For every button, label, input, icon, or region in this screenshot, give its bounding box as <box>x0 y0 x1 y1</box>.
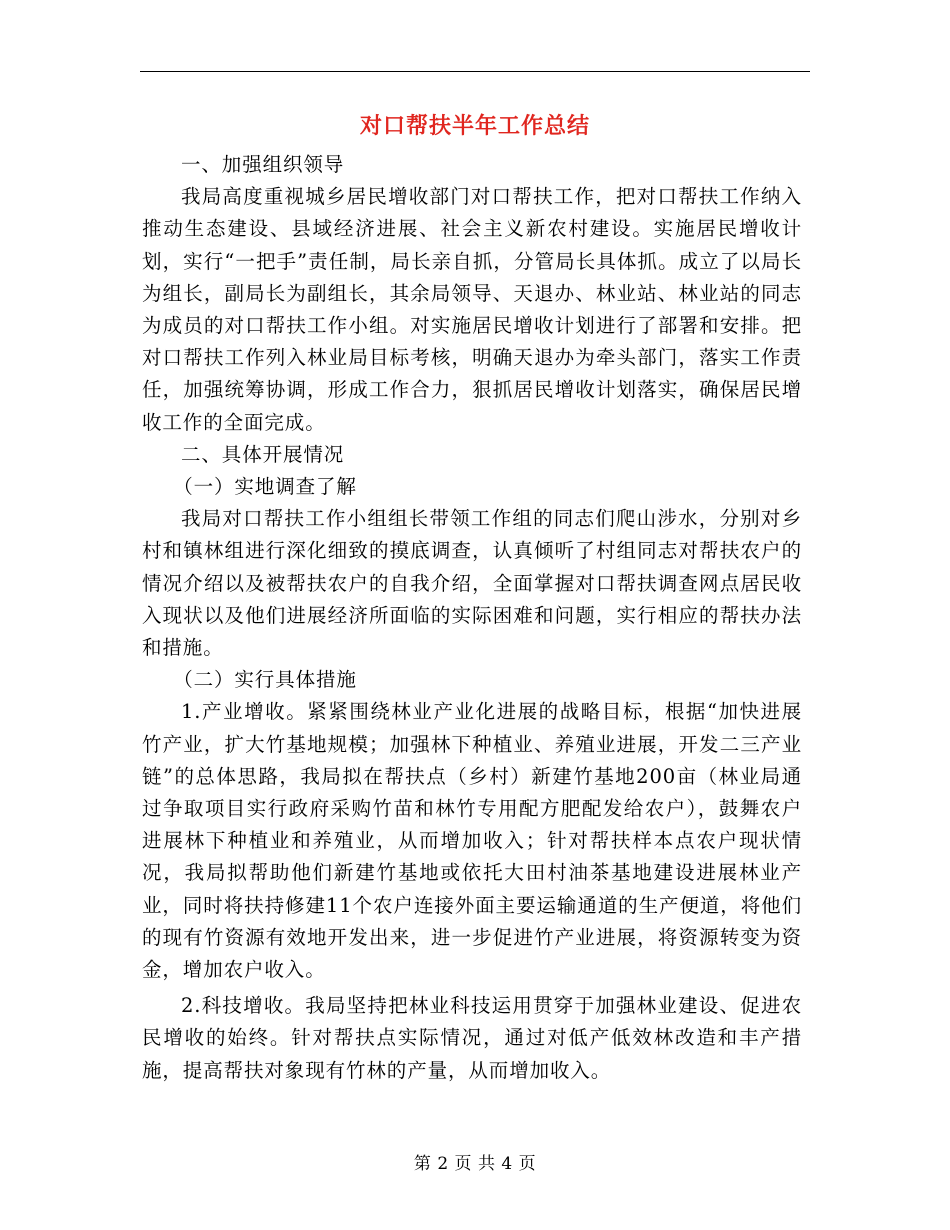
body-paragraph-4: 2.科技增收。我局坚持把林业科技运用贯穿于加强林业建设、促进农民增收的始终。针对帮扶点实际情况，通过对低产低效林改造和丰产措施，提高帮扶对象现有竹林的产量，从而增加收入。 <box>142 994 802 1082</box>
subsection-heading-1: （一）实地调查了解 <box>173 475 357 499</box>
body-paragraph-1: 我局高度重视城乡居民增收部门对口帮扶工作，把对口帮扶工作纳入推动生态建设、县域经济进展、社会主义新农村建设。实施居民增收计划，实行“一把手”责任制，局长亲自抓，分管局长具体抓。成立了以局长为组长，副局长为副组长，其余局领导、天退办、林业站、林业站的同志为成员的对口帮扶工作小组。对实施居民增收计划进行了部署和安排。把对口帮扶工作列入林业局目标考核，明确天退办为牵头部门，落实工作责任，加强统筹协调，形成工作合力，狠抓居民增收计划落实，确保居民增收工作的全面完成。 <box>142 185 802 434</box>
body-paragraph-3: 1.产业增收。紧紧围绕林业产业化进展的战略目标，根据“加快进展竹产业，扩大竹基地规模；加强林下种植业、养殖业进展，开发二三产业链”的总体思路，我局拟在帮扶点（乡村）新建竹基地200亩（林业局通过争取项目实行政府采购竹苗和林竹专用配方肥配发给农户），鼓舞农户进展林下种植业和养殖业，从而增加收入；针对帮扶样本点农户现状情况，我局拟帮助他们新建竹基地或依托大田村油茶基地建设进展林业产业，同时将扶持修建11个农户连接外面主要运输通道的生产便道，将他们的现有竹资源有效地开发出来，进一步促进竹产业进展，将资源转变为资金，增加农户收入。 <box>142 700 802 982</box>
body-paragraph-2: 我局对口帮扶工作小组组长带领工作组的同志们爬山涉水，分别对乡村和镇林组进行深化细致的摸底调查，认真倾听了村组同志对帮扶农户的情况介绍以及被帮扶农户的自我介绍，全面掌握对口帮扶调查网点居民收入现状以及他们进展经济所面临的实际困难和问题，实行相应的帮扶办法和措施。 <box>142 507 802 660</box>
document-title: 对口帮扶半年工作总结 <box>359 113 590 139</box>
section-heading-1: 一、加强组织领导 <box>181 153 345 176</box>
header-rule <box>140 71 810 72</box>
subsection-heading-2: （二）实行具体措施 <box>173 668 357 692</box>
document-body <box>142 149 802 1087</box>
section-heading-2: 二、具体开展情况 <box>181 442 345 466</box>
page-number: 第 2 页 共 4 页 <box>413 1154 537 1174</box>
